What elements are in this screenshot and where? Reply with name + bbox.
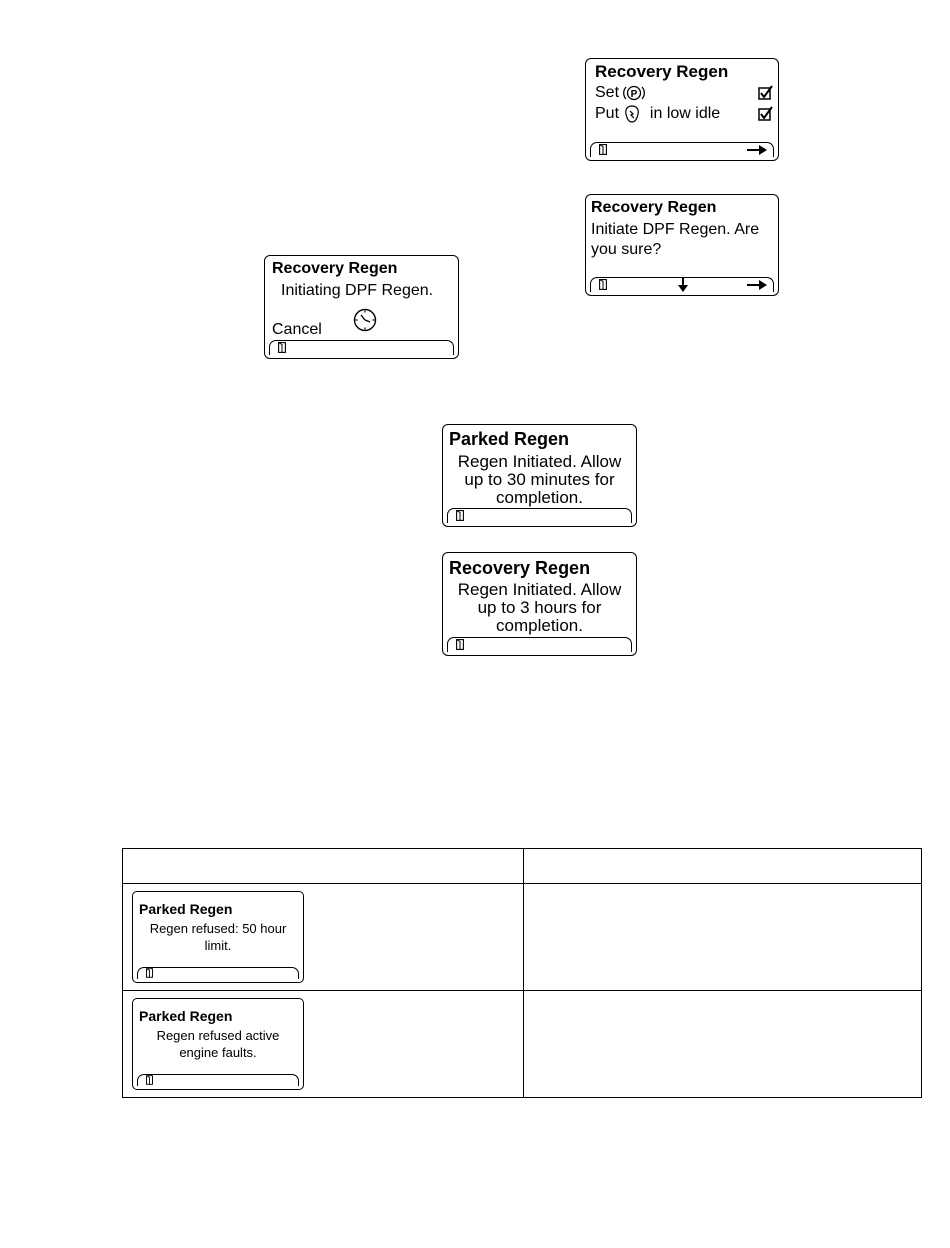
prompt-line-2: you sure? (591, 241, 662, 258)
screen-title: Parked Regen (139, 1008, 233, 1024)
message-line-1: Regen refused active (156, 1028, 280, 1043)
screen-title: Parked Regen (449, 429, 570, 449)
put-label: Put (595, 105, 620, 123)
screen-message (137, 920, 299, 954)
recovery-regen-initiating-screen (264, 255, 459, 359)
set-park-brake-line (595, 84, 645, 102)
recovery-regen-initiated-screen (442, 552, 637, 656)
arrow-down-icon[interactable] (677, 278, 689, 292)
header-col-description (524, 849, 922, 884)
message-line-1: Regen refused: 50 hour (149, 921, 287, 936)
table-cell-screen (123, 884, 524, 991)
parked-regen-refused-limit-screen (132, 891, 304, 983)
table-row (123, 991, 922, 1098)
message-line-3: completion. (496, 488, 583, 507)
navigation-bar (590, 142, 774, 157)
navigation-bar (590, 277, 774, 292)
table-cell-description (524, 884, 922, 991)
svg-text:P: P (631, 89, 638, 100)
navigation-bar (137, 1074, 299, 1086)
checkbox-checked-icon (758, 85, 774, 101)
regen-refused-table (122, 848, 922, 1098)
screen-title: Recovery Regen (272, 260, 398, 277)
prompt-line-1: Initiate DPF Regen. Are (591, 221, 760, 238)
back-icon[interactable] (456, 510, 464, 521)
table-row (123, 884, 922, 991)
message-line-1: Regen Initiated. Allow (457, 580, 622, 599)
table-cell-screen (123, 991, 524, 1098)
header-col-screen (123, 849, 524, 884)
screen-message (137, 1027, 299, 1061)
parked-regen-refused-faults-screen (132, 998, 304, 1090)
engine-icon (623, 105, 641, 123)
message-line-3: completion. (496, 616, 583, 635)
back-icon[interactable] (599, 144, 607, 155)
message-line-2: up to 30 minutes for (464, 470, 615, 489)
navigation-bar (137, 967, 299, 979)
navigation-bar (269, 340, 454, 355)
message-line-2: engine faults. (179, 1045, 257, 1060)
message-line-2: limit. (204, 938, 232, 953)
screen-title: Parked Regen (139, 901, 233, 917)
screen-title: Recovery Regen (449, 558, 591, 578)
table-header-row (123, 849, 922, 884)
cancel-option[interactable]: Cancel (272, 321, 322, 338)
arrow-right-icon[interactable] (747, 144, 767, 156)
recovery-regen-confirm-screen (585, 58, 779, 161)
back-icon[interactable] (146, 1075, 153, 1085)
back-icon[interactable] (599, 279, 607, 290)
recovery-regen-initiate-screen (585, 194, 779, 296)
checkbox-checked-icon (758, 106, 774, 122)
navigation-bar (447, 508, 632, 523)
idle-label: in low idle (649, 105, 721, 123)
back-icon[interactable] (146, 968, 153, 978)
set-label: Set (595, 84, 620, 102)
put-engine-idle-line (595, 105, 720, 123)
back-icon[interactable] (456, 639, 464, 650)
clock-icon (352, 307, 378, 333)
table-cell-description (524, 991, 922, 1098)
park-brake-icon (623, 84, 645, 102)
message-line-1: Regen Initiated. Allow (457, 452, 622, 471)
arrow-right-icon[interactable] (747, 279, 767, 291)
screen-title: Recovery Regen (595, 62, 729, 81)
status-message: Initiating DPF Regen. (281, 282, 434, 299)
message-line-2: up to 3 hours for (477, 598, 602, 617)
back-icon[interactable] (278, 342, 286, 353)
parked-regen-initiated-screen (442, 424, 637, 527)
navigation-bar (447, 637, 632, 652)
screen-title: Recovery Regen (591, 199, 717, 216)
